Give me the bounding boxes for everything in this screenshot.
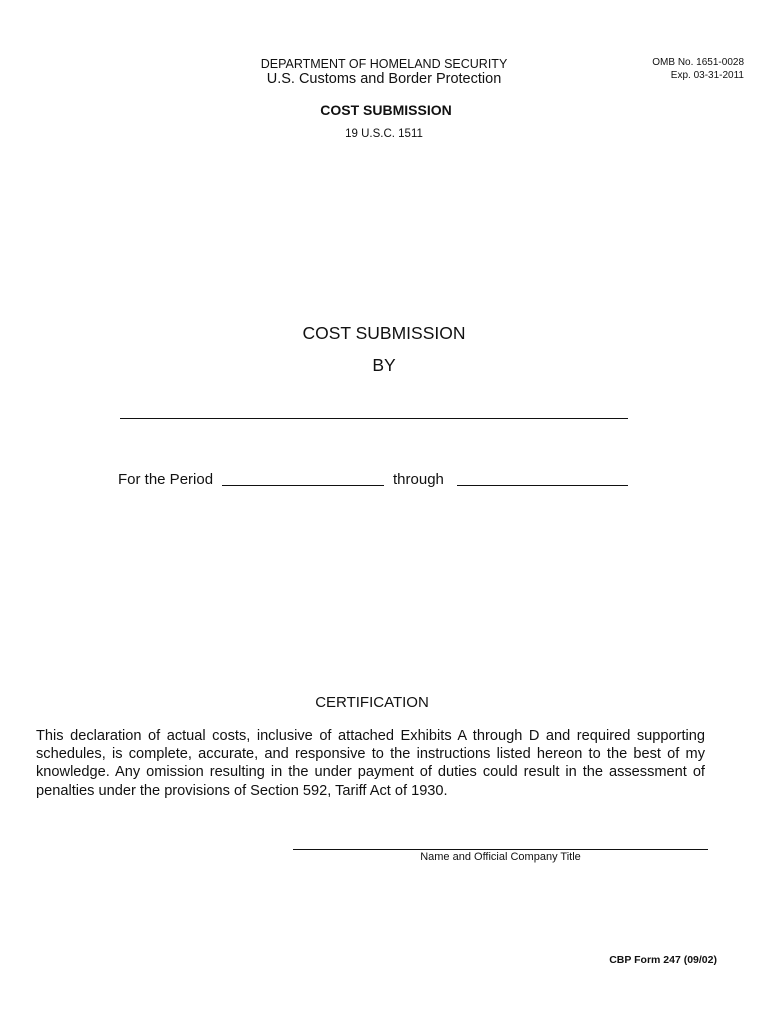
through-label: through xyxy=(393,471,444,488)
certification-text: This declaration of actual costs, inclusive of attached Exhibits A through D and required supporting schedules, is complete, accurate, and responsive to the instructions listed hereon to the best of my knowledge. Any omission resulting in the under payment of duties could result in the assessment of penalties under the provisions of Section 592, Tariff Act of 1930. xyxy=(36,728,705,799)
cover-title: COST SUBMISSION xyxy=(302,323,466,343)
certification-heading: CERTIFICATION xyxy=(315,694,429,711)
submitter-name-field[interactable] xyxy=(120,418,628,419)
omb-number: OMB No. 1651-0028 xyxy=(652,57,744,68)
signature-name-title-field[interactable] xyxy=(293,849,708,850)
form-identifier: CBP Form 247 (09/02) xyxy=(609,954,717,966)
department-name: DEPARTMENT OF HOMELAND SECURITY xyxy=(260,57,508,71)
statute-reference: 19 U.S.C. 1511 xyxy=(345,128,423,140)
signature-caption: Name and Official Company Title xyxy=(420,851,581,863)
period-start-field[interactable] xyxy=(222,485,384,486)
period-label: For the Period xyxy=(118,471,214,488)
omb-expiration: Exp. 03-31-2011 xyxy=(670,69,744,81)
omb-info xyxy=(652,57,744,82)
cover-by-label: BY xyxy=(372,355,396,375)
period-end-field[interactable] xyxy=(457,485,628,486)
form-title: COST SUBMISSION xyxy=(320,102,452,118)
agency-name: U.S. Customs and Border Protection xyxy=(266,71,502,87)
